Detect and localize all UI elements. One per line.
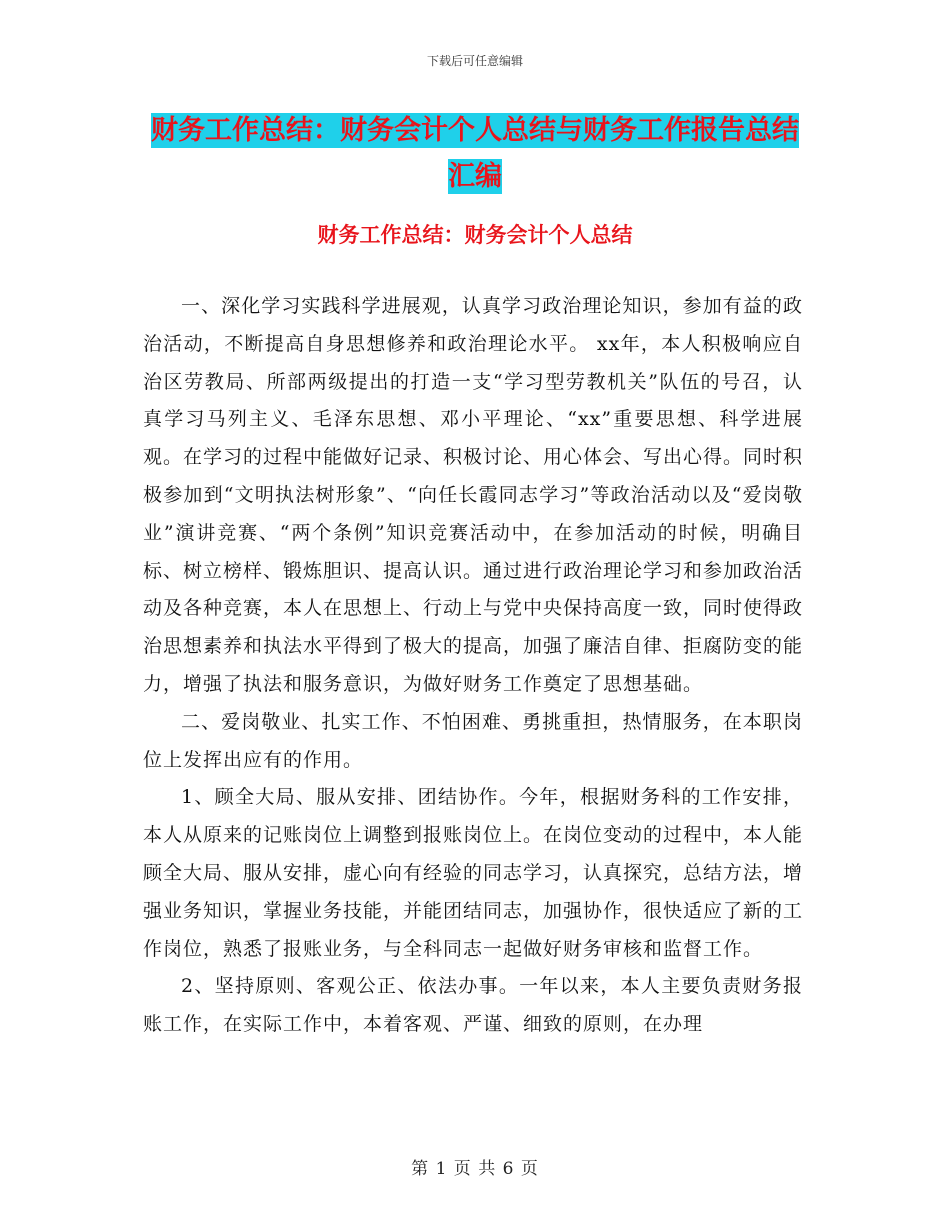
document-title-text: 财务工作总结：财务会计个人总结与财务工作报告总结汇编 bbox=[151, 115, 799, 192]
paragraph: 1、顾全大局、服从安排、团结协作。今年，根据财务科的工作安排，本人从原来的记账岗位上调整到报账岗位上。在岗位变动的过程中，本人能顾全大局、服从安排，虚心向有经验的同志学习，认真探究，总结方法，增强业务知识，掌握业务技能，并能团结同志，加强协作，很快适应了新的工作岗位，熟悉了报账业务，与全科同志一起做好财务审核和监督工作。 bbox=[143, 786, 804, 960]
document-title bbox=[140, 108, 810, 200]
paragraph: 2、坚持原则、客观公正、依法办事。一年以来，本人主要负责财务报账工作，在实际工作中，本着客观、严谨、细致的原则，在办理 bbox=[143, 975, 803, 1036]
header-note: 下载后可任意编辑 bbox=[426, 54, 523, 68]
page-footer: 第 1 页 共 6 页 bbox=[411, 1159, 539, 1179]
section-title: 财务工作总结：财务会计个人总结 bbox=[317, 223, 633, 247]
document-body bbox=[143, 288, 803, 1044]
paragraph: 二、爱岗敬业、扎实工作、不怕困难、勇挑重担，热情服务，在本职岗位上发挥出应有的作用。 bbox=[143, 710, 803, 771]
paragraph: 一、深化学习实践科学进展观，认真学习政治理论知识，参加有益的政治活动，不断提高自身思想修养和政治理论水平。 xx年，本人积极响应自治区劳教局、所部两级提出的打造一支“学习型劳教机关”队伍的号召，认真学习马列主义、毛泽东思想、邓小平理论、“xx”重要思想、科学进展观。在学习的过程中能做好记录、积极讨论、用心体会、写出心得。同时积极参加到“文明执法树形象”、“向任长霞同志学习”等政治活动以及“爱岗敬业”演讲竞赛、“两个条例”知识竞赛活动中，在参加活动的时候，明确目标、树立榜样、锻炼胆识、提高认识。通过进行政治理论学习和参加政治活动及各种竞赛，本人在思想上、行动上与党中央保持高度一致，同时使得政治思想素养和执法水平得到了极大的提高，加强了廉洁自律、拒腐防变的能力，增强了执法和服务意识，为做好财务工作奠定了思想基础。 bbox=[143, 295, 804, 695]
